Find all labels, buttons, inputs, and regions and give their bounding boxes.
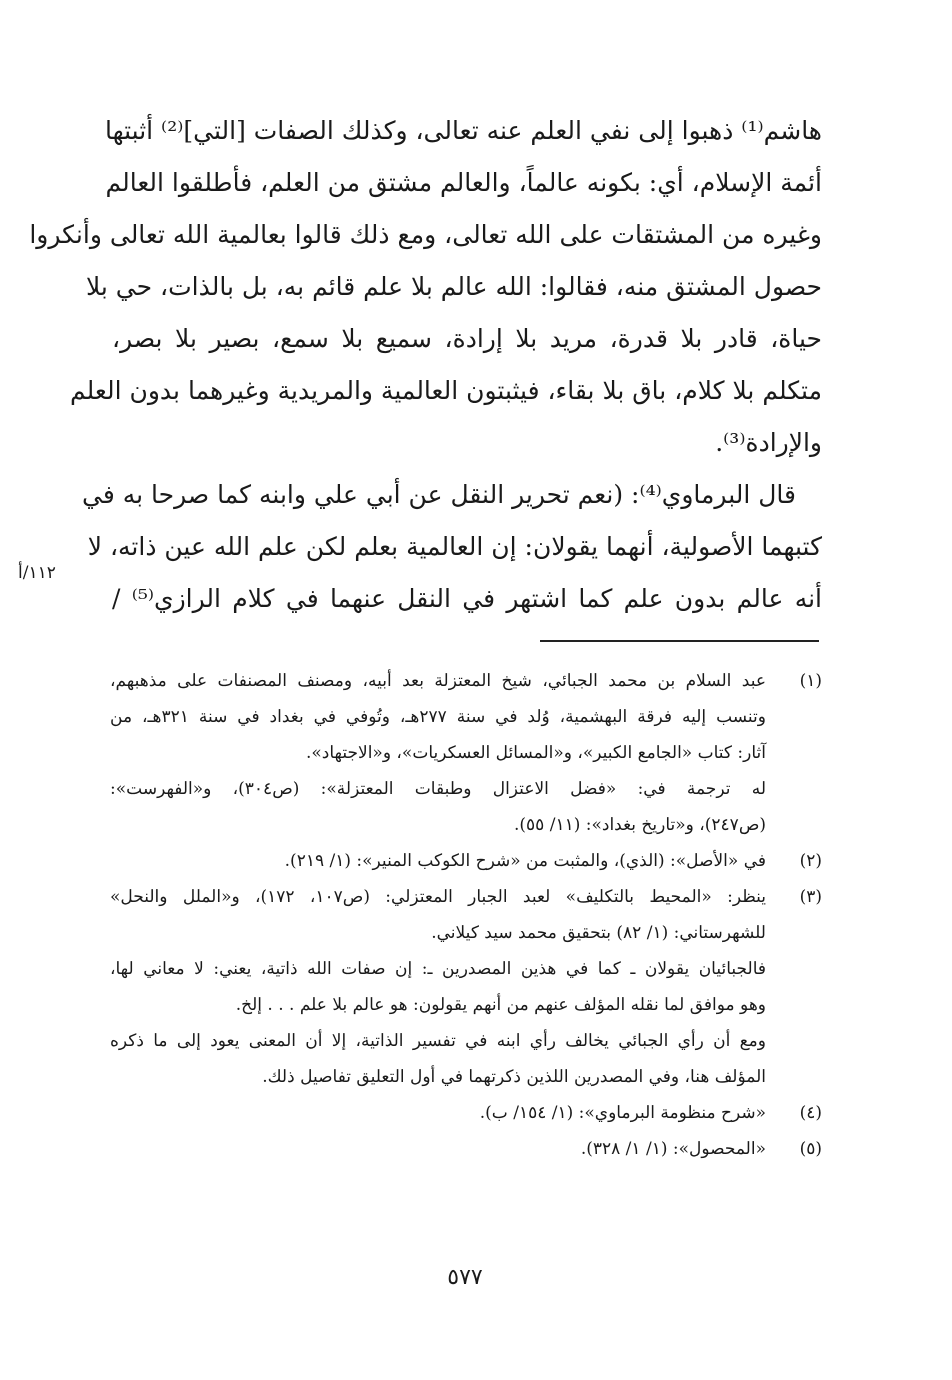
page-number: ٥٧٧ <box>447 1265 483 1290</box>
footnote-number: (٢) <box>799 851 822 871</box>
footnote-line: للشهرستاني: (١/ ٨٢) بتحقيق محمد سيد كيلاني. <box>431 923 766 943</box>
main-text-line: والإرادة⁽³⁾. <box>715 428 822 457</box>
footnote-3-cont <box>110 915 822 951</box>
footnote-line: ينظر: «المحيط بالتكليف» لعبد الجبار المعتزلي: (ص١٠٧، ١٧٢)، و«الملل والنحل» <box>110 887 767 907</box>
footnote-line: «شرح منظومة البرماوي»: (١/ ١٥٤/ ب). <box>479 1103 766 1123</box>
footnote-line: المؤلف هنا، وفي المصدرين اللذين ذكرتهما في أول التعليق تفاصيل ذلك. <box>262 1067 766 1087</box>
manuscript-folio-marker: ١١٢/أ <box>18 563 56 583</box>
footnote-3-cont <box>110 1023 822 1059</box>
footnote-line: آثار: كتاب «الجامع الكبير»، و«المسائل العسكريات»، و«الاجتهاد». <box>305 743 766 763</box>
footnote-line: وتنسب إليه فرقة البهشمية، وُلد في سنة ٢٧٧هـ، وتُوفي في بغداد في سنة ٣٢١هـ، من <box>110 707 766 727</box>
main-text-line: هاشم⁽¹⁾ ذهبوا إلى نفي العلم عنه تعالى، وكذلك الصفات [التي]⁽²⁾ أثبتها <box>104 116 822 145</box>
footnote-number: (٥) <box>799 1139 822 1159</box>
footnote-line: فالجبائيان يقولان ـ كما في هذين المصدرين ـ: إن صفات الله ذاتية، يعني: لا معاني لها، <box>110 959 766 979</box>
footnote-3-cont <box>110 987 822 1023</box>
footnote-line: «المحصول»: (١/ ١/ ٣٢٨). <box>580 1139 766 1159</box>
footnote-line: وهو موافق لما نقله المؤلف عنهم من أنهم يقولون: هو عالم بلا علم . . . إلخ. <box>235 995 766 1015</box>
footnote-5 <box>110 1131 822 1167</box>
footnote-divider <box>540 640 819 642</box>
footnote-3-cont <box>110 951 822 987</box>
footnote-line: (ص٢٤٧)، و«تاريخ بغداد»: (١١/ ٥٥). <box>514 815 766 835</box>
main-text-line: حصول المشتق منه، فقالوا: الله عالم بلا علم قائم به، بل بالذات، حي بلا <box>85 272 822 301</box>
main-text-line: أئمة الإسلام، أي: بكونه عالماً، والعالم مشتق من العلم، فأطلقوا العالم <box>105 168 822 197</box>
footnote-1-cont <box>110 771 822 807</box>
main-text-line: كتبهما الأصولية، أنهما يقولان: إن العالمية بعلم لكن علم الله عين ذاته، لا <box>87 532 822 561</box>
footnote-3 <box>110 879 822 915</box>
footnote-number: (٣) <box>799 887 822 907</box>
footnote-3-cont <box>110 1059 822 1095</box>
footnote-1-cont <box>110 807 822 843</box>
footnote-1-cont <box>110 735 822 771</box>
footnote-number: (٤) <box>799 1103 822 1123</box>
footnote-line: ومع أن رأي الجبائي يخالف رأي ابنه في تفسير الذاتية، إلا أن المعنى يعود إلى ما ذكره <box>110 1031 766 1051</box>
footnote-line: في «الأصل»: (الذي)، والمثبت من «شرح الكوكب المنير»: (١/ ٢١٩). <box>284 851 766 871</box>
main-text-line: حياة، قادر بلا قدرة، مريد بلا إرادة، سميع بلا سمع، بصير بلا بصر، <box>112 324 822 353</box>
main-text-line: متكلم بلا كلام، باق بلا بقاء، فيثبتون العالمية والمريدية وغيرهما بدون العلم <box>70 376 822 405</box>
footnote-1-cont <box>110 699 822 735</box>
main-text-line: قال البرماوي⁽⁴⁾: (نعم تحرير النقل عن أبي علي وابنه كما صرحا به في <box>82 480 796 509</box>
main-text-line: أنه عالم بدون علم كما اشتهر في النقل عنهما في كلام الرازي⁽⁵⁾ / <box>112 584 822 613</box>
footnote-line: عبد السلام بن محمد الجبائي، شيخ المعتزلة بعد أبيه، ومصنف المصنفات على مذهبهم، <box>110 671 766 691</box>
footnote-number: (١) <box>799 671 822 691</box>
footnotes <box>110 663 822 1167</box>
footnote-4 <box>110 1095 822 1131</box>
footnote-line: له ترجمة في: «فضل الاعتزال وطبقات المعتزلة»: (ص٣٠٤)، و«الفهرست»: <box>110 779 766 799</box>
footnote-1 <box>110 663 822 699</box>
main-text-line: وغيره من المشتقات على الله تعالى، ومع ذلك قالوا بعالمية الله تعالى وأنكروا <box>29 220 822 249</box>
footnote-2 <box>110 843 822 879</box>
